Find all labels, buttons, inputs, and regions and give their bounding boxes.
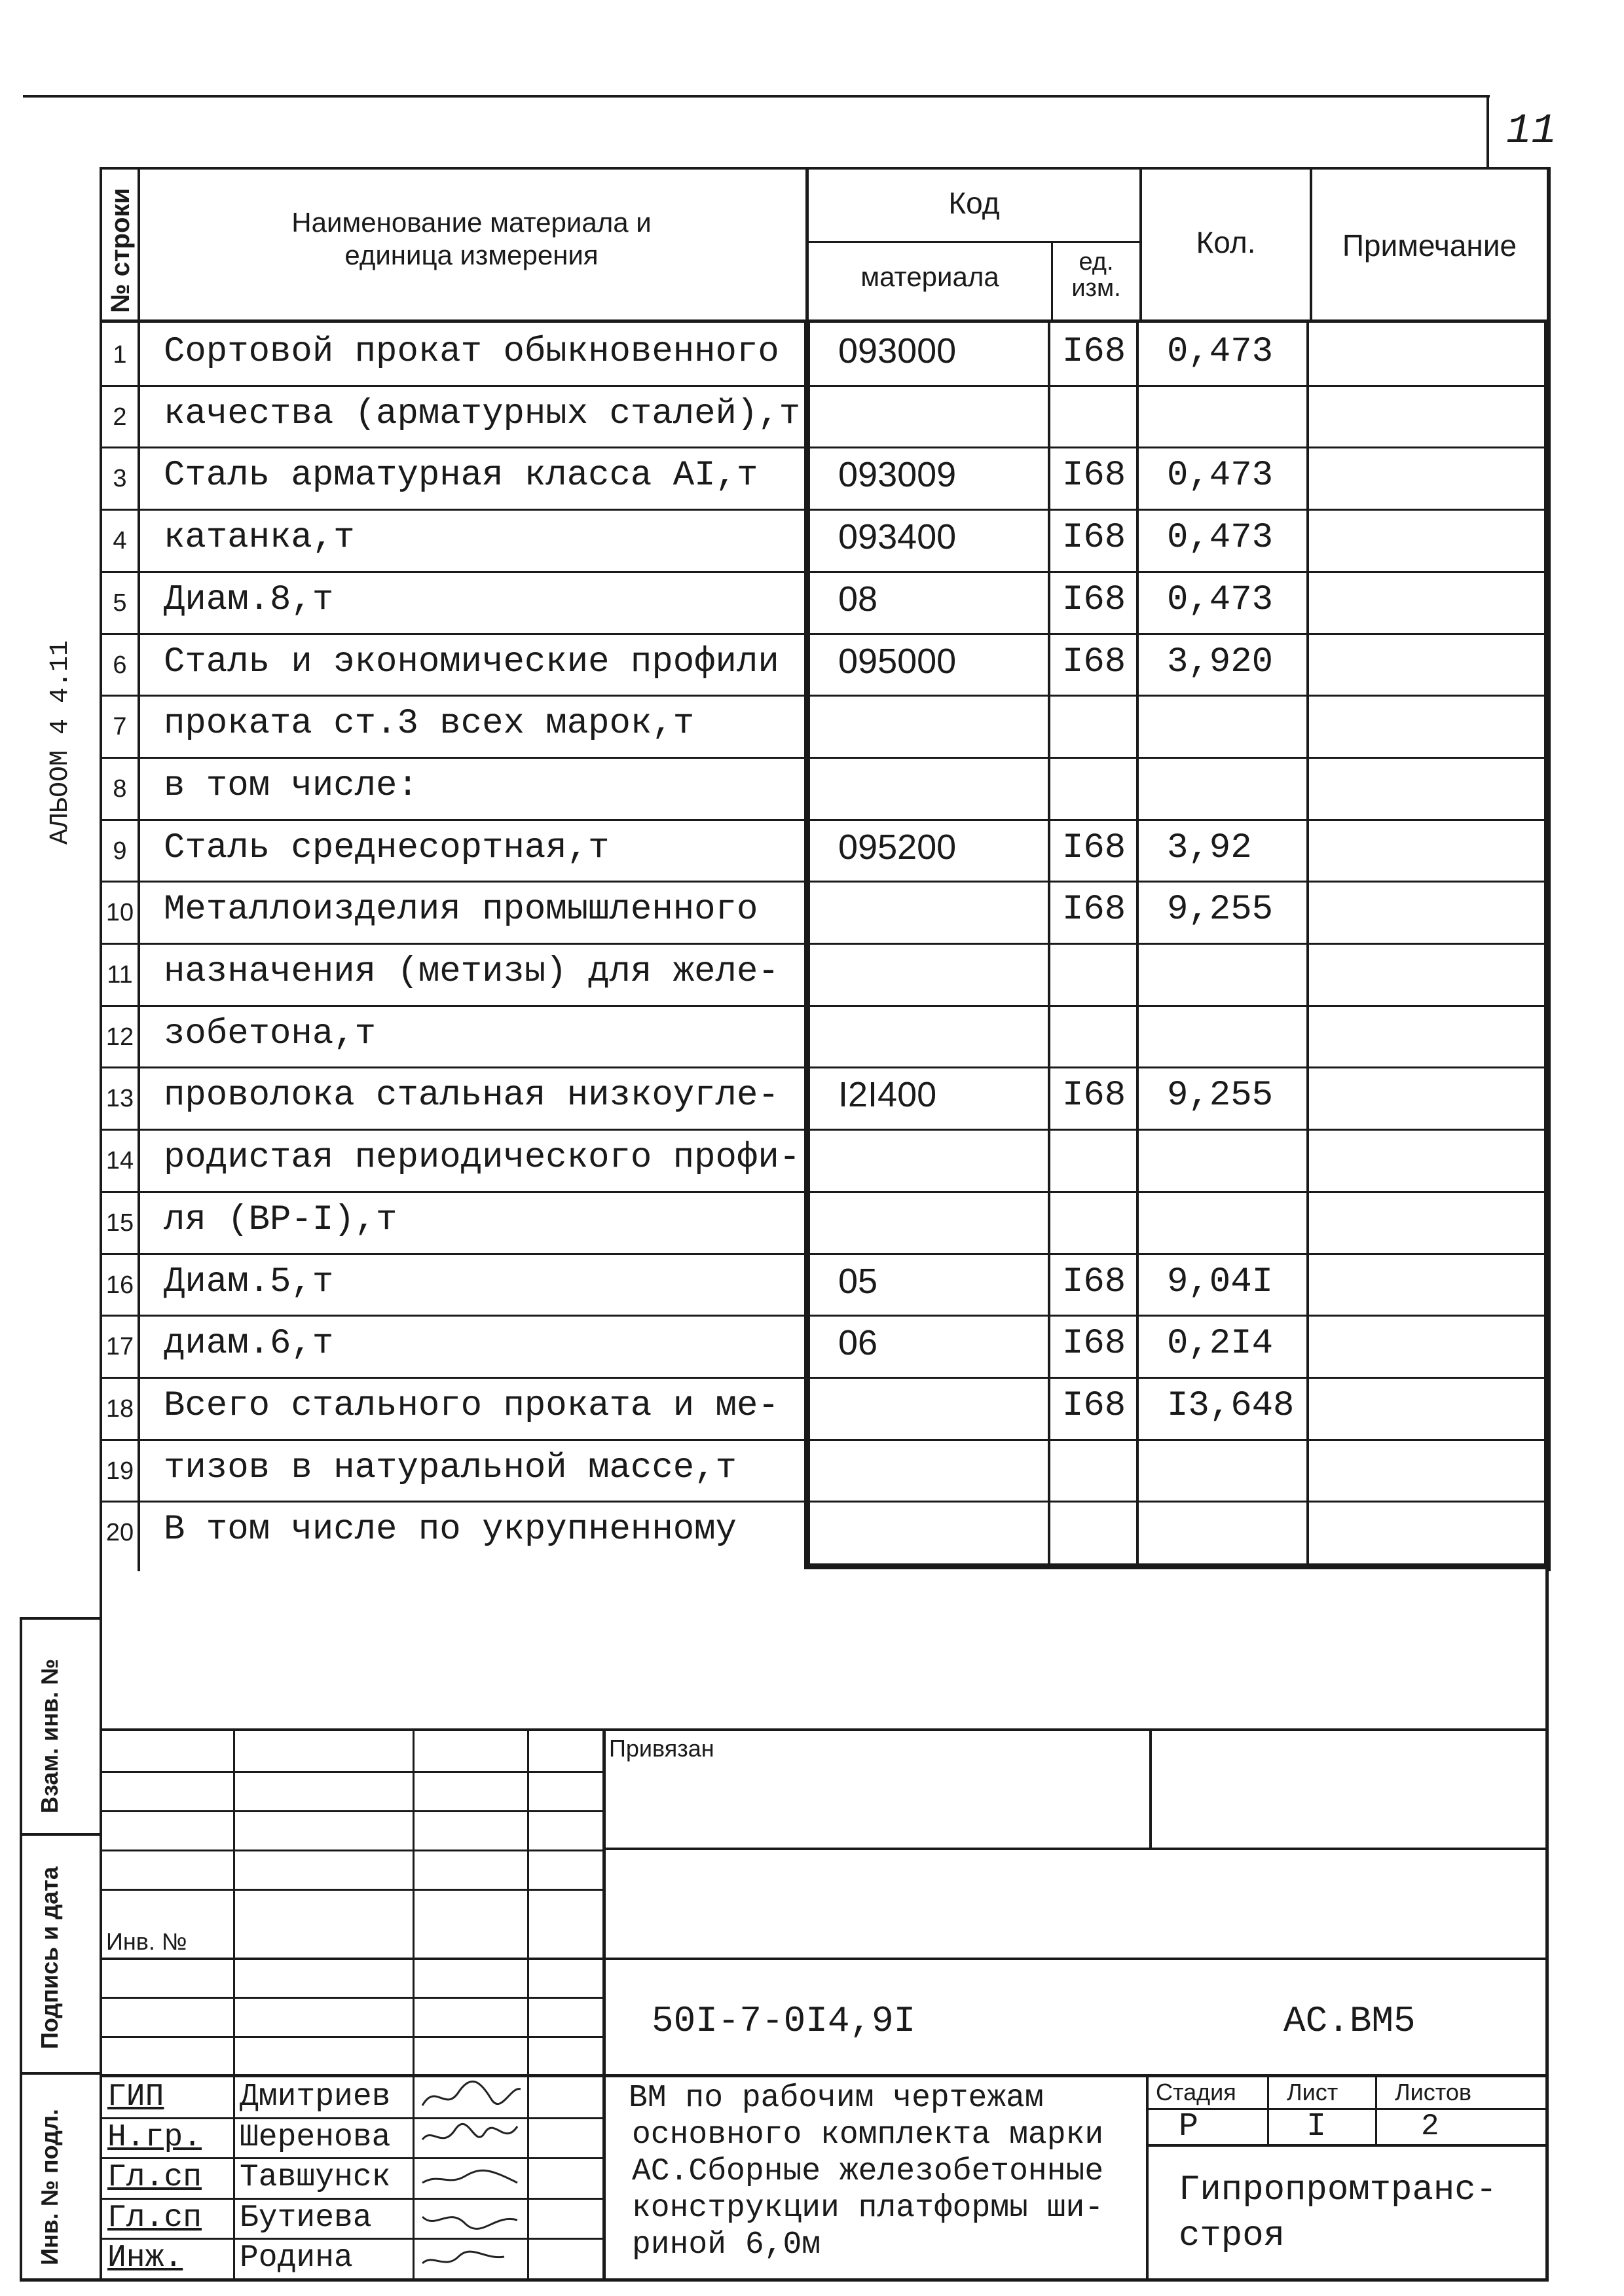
- quantity: 0,2I4: [1167, 1324, 1274, 1364]
- stage-value: Р: [1179, 2108, 1199, 2145]
- row-number: 3: [113, 465, 127, 492]
- doc-mark: АС.ВМ5: [1283, 2000, 1416, 2042]
- material-name: Металлоизделия промышленного: [164, 890, 758, 930]
- label-podpis-data: Подпись и дата: [36, 1867, 63, 2049]
- title-line-5: риной 6,0м: [632, 2227, 821, 2263]
- material-name: проволока стальная низкоугле-: [164, 1076, 779, 1116]
- unit-code: I68: [1062, 1386, 1126, 1426]
- row-divider: [100, 571, 1547, 573]
- row-number: 9: [113, 837, 127, 865]
- quantity: 3,920: [1167, 642, 1274, 682]
- row-divider: [100, 1129, 1547, 1131]
- material-name: Всего стального проката и ме-: [164, 1386, 779, 1426]
- page-number-frame: [1486, 95, 1489, 167]
- quantity: I3,648: [1167, 1386, 1295, 1426]
- quantity: 0,473: [1167, 518, 1274, 558]
- signature-name: Тавшунск: [240, 2160, 391, 2195]
- signature-name: Родина: [240, 2240, 353, 2276]
- unit-code: I68: [1062, 1324, 1126, 1364]
- handwritten-signature: [419, 2079, 524, 2115]
- quantity: 3,92: [1167, 828, 1252, 868]
- row-divider: [100, 881, 1547, 883]
- row-divider: [100, 509, 1547, 511]
- row-number: 20: [105, 1519, 134, 1546]
- row-number: 16: [105, 1271, 134, 1299]
- signature-role: Н.гр.: [107, 2120, 202, 2155]
- material-name: зобетона,т: [164, 1014, 377, 1054]
- material-name: Диам.8,т: [164, 580, 334, 620]
- row-divider: [100, 1191, 1547, 1193]
- row-divider: [100, 695, 1547, 697]
- material-code: I2I400: [838, 1075, 937, 1114]
- material-name: диам.6,т: [164, 1324, 334, 1364]
- label-inv-podl: Инв. № подл.: [36, 2109, 63, 2265]
- row-divider: [100, 757, 1547, 759]
- signature-divider: [100, 2117, 605, 2119]
- material-code: 093009: [838, 455, 957, 494]
- quantity: 9,04I: [1167, 1262, 1274, 1302]
- row-divider: [100, 1501, 1547, 1503]
- handwritten-signature: [419, 2120, 524, 2156]
- row-divider: [100, 1253, 1547, 1255]
- quantity: 9,255: [1167, 890, 1274, 930]
- material-name: качества (арматурных сталей),т: [164, 394, 801, 434]
- row-divider: [100, 633, 1547, 635]
- material-code: 093000: [838, 331, 957, 371]
- row-number: 14: [105, 1147, 134, 1175]
- signature-name: Шеренова: [240, 2120, 391, 2155]
- row-divider: [100, 819, 1547, 821]
- material-code: 06: [838, 1323, 878, 1362]
- quantity: 0,473: [1167, 456, 1274, 496]
- row-number: 6: [113, 651, 127, 679]
- row-divider: [100, 1377, 1547, 1379]
- title-line-2: основного комплекта марки: [632, 2117, 1104, 2153]
- signature-role: Гл.сп: [107, 2200, 202, 2236]
- row-divider: [100, 1439, 1547, 1441]
- header-name: Наименование материала и единица измерения: [291, 207, 652, 270]
- material-code: 05: [838, 1262, 878, 1301]
- page-number: 11: [1506, 108, 1557, 155]
- signature-name: Бутиева: [240, 2200, 372, 2236]
- unit-code: I68: [1062, 1076, 1126, 1116]
- signature-divider: [100, 2198, 605, 2200]
- material-name: тизов в натуральной массе,т: [164, 1448, 737, 1488]
- material-name: Сталь арматурная класса AI,т: [164, 456, 758, 496]
- quantity: 0,473: [1167, 332, 1274, 372]
- unit-code: I68: [1062, 518, 1126, 558]
- sheet-value: I: [1306, 2108, 1327, 2145]
- title-line-3: АС.Сборные железобетонные: [632, 2154, 1104, 2189]
- material-name: Диам.5,т: [164, 1262, 334, 1302]
- header-qty: Кол.: [1196, 225, 1256, 259]
- material-code: 095000: [838, 642, 957, 681]
- header-note: Примечание: [1342, 228, 1517, 263]
- header-material: материала: [860, 261, 999, 292]
- row-number: 4: [113, 527, 127, 555]
- row-number: 8: [113, 775, 127, 803]
- label-stage: Стадия: [1156, 2079, 1236, 2105]
- signature-divider: [100, 2238, 605, 2240]
- material-name: катанка,т: [164, 518, 355, 558]
- material-name: в том числе:: [164, 766, 418, 806]
- signature-name: Дмитриев: [240, 2079, 391, 2115]
- org-line1: Гипропромтранс-: [1179, 2170, 1498, 2210]
- unit-code: I68: [1062, 580, 1126, 620]
- row-number: 17: [105, 1333, 134, 1360]
- unit-code: I68: [1062, 828, 1126, 868]
- material-name: назначения (метизы) для желе-: [164, 952, 779, 992]
- unit-code: I68: [1062, 332, 1126, 372]
- quantity: 9,255: [1167, 1076, 1274, 1116]
- material-name: В том числе по укрупненному: [164, 1510, 737, 1550]
- material-name: Сталь и экономические профили: [164, 642, 779, 682]
- material-name: проката ст.3 всех марок,т: [164, 704, 695, 744]
- row-number: 5: [113, 589, 127, 617]
- unit-code: I68: [1062, 456, 1126, 496]
- doc-code: 50I-7-0I4,9I: [652, 2000, 916, 2042]
- row-divider: [100, 943, 1547, 945]
- row-number: 11: [107, 961, 133, 989]
- label-privyazan: Привязан: [609, 1735, 714, 1762]
- header-row-no: № строки: [106, 187, 135, 313]
- material-name: Сортовой прокат обыкновенного: [164, 332, 779, 372]
- label-sheets: Листов: [1395, 2079, 1471, 2105]
- row-number: 15: [105, 1209, 134, 1237]
- title-line-1: ВМ по рабочим чертежам: [629, 2081, 1044, 2116]
- label-vzam-inv: Взам. инв. №: [36, 1658, 63, 1813]
- material-code: 08: [838, 579, 878, 619]
- signature-role: Гл.сп: [107, 2160, 202, 2195]
- row-number: 13: [105, 1085, 134, 1112]
- header-unit: ед. изм.: [1071, 248, 1121, 302]
- signature-role: ГИП: [107, 2079, 164, 2115]
- row-number: 7: [113, 713, 127, 740]
- row-divider: [100, 1005, 1547, 1007]
- unit-code: I68: [1062, 642, 1126, 682]
- row-divider: [100, 1315, 1547, 1317]
- material-name: ля (ВР-I),т: [164, 1200, 397, 1240]
- signature-role: Инж.: [107, 2240, 183, 2276]
- org-line2: строя: [1179, 2216, 1285, 2256]
- row-divider: [100, 446, 1547, 448]
- unit-code: I68: [1062, 890, 1126, 930]
- header-code: Код: [948, 186, 1000, 220]
- row-number: 12: [105, 1023, 134, 1051]
- label-inv-no: Инв. №: [106, 1928, 187, 1955]
- material-name: Сталь среднесортная,т: [164, 828, 610, 868]
- top-rule: [23, 95, 1490, 98]
- title-line-4: конструкции платформы ши-: [632, 2191, 1104, 2226]
- material-code: 093400: [838, 517, 957, 556]
- unit-code: I68: [1062, 1262, 1126, 1302]
- row-number: 10: [105, 899, 134, 926]
- handwritten-signature: [419, 2240, 524, 2276]
- signature-divider: [100, 2157, 605, 2159]
- album-note: АЛЬООМ 4 4.11: [46, 640, 75, 845]
- quantity: 0,473: [1167, 580, 1274, 620]
- material-code: 095200: [838, 828, 957, 867]
- row-number: 19: [105, 1457, 134, 1485]
- row-number: 18: [105, 1395, 134, 1423]
- row-number: 2: [113, 403, 127, 431]
- material-name: родистая периодического профи-: [164, 1138, 801, 1178]
- handwritten-signature: [419, 2160, 524, 2196]
- row-divider: [100, 1066, 1547, 1068]
- sheets-value: 2: [1421, 2109, 1439, 2143]
- handwritten-signature: [419, 2200, 524, 2236]
- label-sheet: Лист: [1287, 2079, 1338, 2105]
- row-divider: [100, 385, 1547, 387]
- row-number: 1: [113, 341, 127, 369]
